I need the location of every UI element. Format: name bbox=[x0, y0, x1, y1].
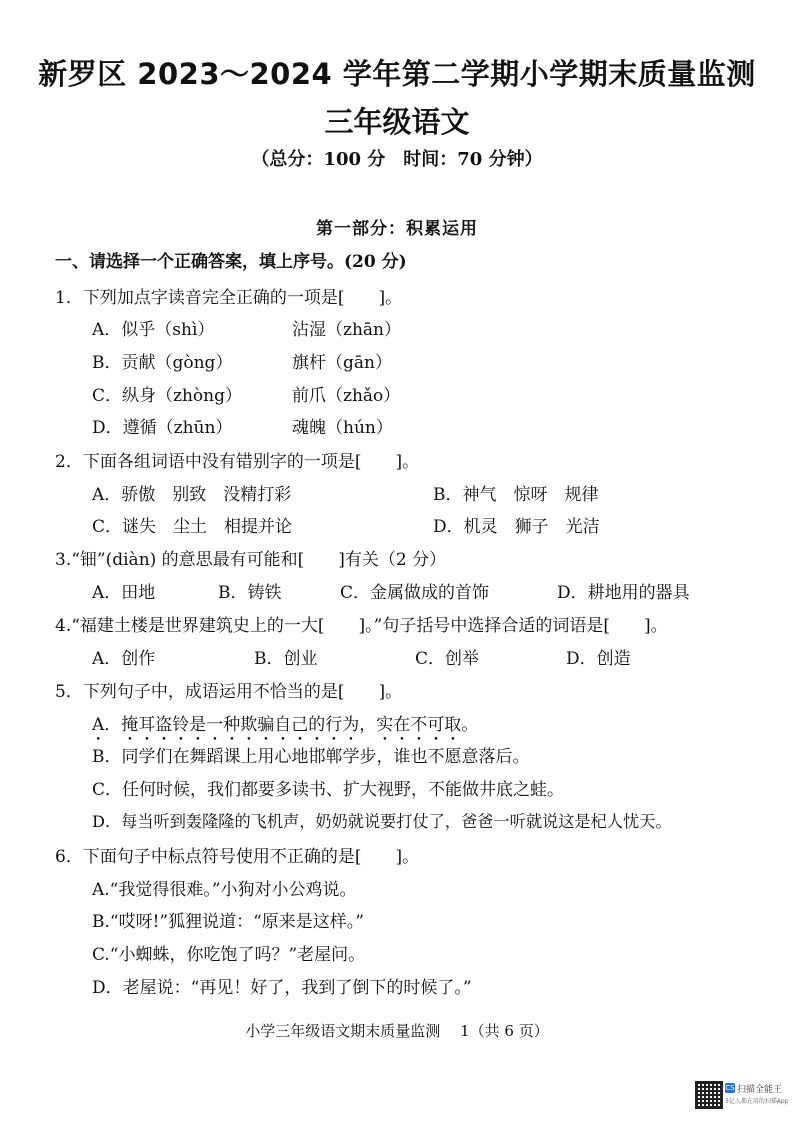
q2-option-c: C．谜失 尘土 相提并论 bbox=[92, 517, 293, 537]
exam-meta: （总分：100 分 时间：70 分钟） bbox=[251, 149, 543, 170]
q5-option-b: B．同学们在舞蹈课上用心地邯郸学步，谁也不愿意落后。 bbox=[92, 747, 530, 767]
q6-option-b: B.“哎呀!”狐狸说道：“原来是这样。” bbox=[92, 912, 364, 932]
part-heading: 第一部分：积累运用 bbox=[316, 219, 478, 239]
q3-option-b: B．铸铁 bbox=[218, 583, 282, 603]
question-2-stem: 2．下面各组词语中没有错别字的一项是[ ]。 bbox=[55, 452, 420, 472]
q1-option-d-1: D．遵循（zhūn） bbox=[92, 418, 233, 438]
page-footer: 小学三年级语文期末质量监测 1（共 6 页） bbox=[245, 1022, 549, 1040]
question-5-stem: 5．下列句子中，成语运用不恰当的是[ ]。 bbox=[55, 682, 403, 702]
qr-code-icon bbox=[695, 1081, 723, 1109]
q4-option-d: D．创造 bbox=[566, 649, 631, 669]
q4-option-a: A．创作 bbox=[92, 649, 156, 669]
watermark-tagline: 3亿人都在用的扫描App bbox=[725, 1098, 789, 1105]
question-1-stem: 1．下列加点字读音完全正确的一项是[ ]。 bbox=[55, 288, 403, 308]
q1-option-b-1: B．贡献（gòng） bbox=[92, 353, 233, 373]
q1-option-b-2: 旗杆（gān） bbox=[292, 353, 392, 373]
q1-option-a-2: 沾湿（zhān） bbox=[292, 320, 401, 340]
q5-option-c: C．任何时候，我们都要多读书、扩大视野，不能做井底之蛙。 bbox=[92, 780, 565, 800]
q1-option-a-1: A．似乎（shì） bbox=[92, 320, 215, 340]
q3-option-c: C．金属做成的首饰 bbox=[340, 583, 490, 603]
question-3-stem: 3.“钿”(diàn) 的意思最有可能和[ ]有关（2 分） bbox=[55, 550, 447, 570]
q1-option-d-2: 魂魄（hún） bbox=[292, 418, 393, 438]
camscanner-logo-icon: CS bbox=[725, 1084, 735, 1092]
section-heading: 一、请选择一个正确答案，填上序号。(20 分) bbox=[55, 252, 407, 272]
q2-option-b: B．神气 惊呀 规律 bbox=[433, 485, 599, 505]
question-6-stem: 6．下面句子中标点符号使用不正确的是[ ]。 bbox=[55, 847, 420, 867]
q3-option-a: A．田地 bbox=[92, 583, 156, 603]
scanner-watermark bbox=[695, 1081, 789, 1109]
q6-option-c: C.“小蜘蛛，你吃饱了吗？”老屋问。 bbox=[92, 945, 366, 965]
exam-title: 新罗区 2023～2024 学年第二学期小学期末质量监测 bbox=[38, 57, 756, 91]
q6-option-d: D．老屋说：“再见！好了，我到了倒下的时候了。” bbox=[92, 978, 472, 998]
q3-option-d: D．耕地用的器具 bbox=[557, 583, 690, 603]
q2-option-a: A．骄傲 别致 没精打彩 bbox=[92, 485, 292, 505]
q1-option-c-2: 前爪（zhǎo） bbox=[292, 386, 401, 406]
q6-option-a: A.“我觉得很难。”小狗对小公鸡说。 bbox=[92, 880, 357, 900]
q4-option-b: B．创业 bbox=[254, 649, 318, 669]
q4-option-c: C．创举 bbox=[415, 649, 480, 669]
q1-option-c-1: C．纵身（zhòng） bbox=[92, 386, 242, 406]
q2-option-d: D．机灵 狮子 光洁 bbox=[433, 517, 600, 537]
q5-option-d: D．每当听到轰隆隆的飞机声，奶奶就说要打仗了，爸爸一听就说这是杞人忧天。 bbox=[92, 812, 672, 831]
watermark-brand: 扫描全能王 bbox=[737, 1085, 783, 1095]
question-4-stem: 4.“福建土楼是世界建筑史上的一大[ ]。”句子括号中选择合适的词语是[ ]。 bbox=[55, 616, 668, 636]
q5-option-a: A．掩耳盗铃是一种欺骗自己的行为，实在不可取。 bbox=[92, 715, 479, 735]
exam-subtitle: 三年级语文 bbox=[324, 105, 470, 139]
